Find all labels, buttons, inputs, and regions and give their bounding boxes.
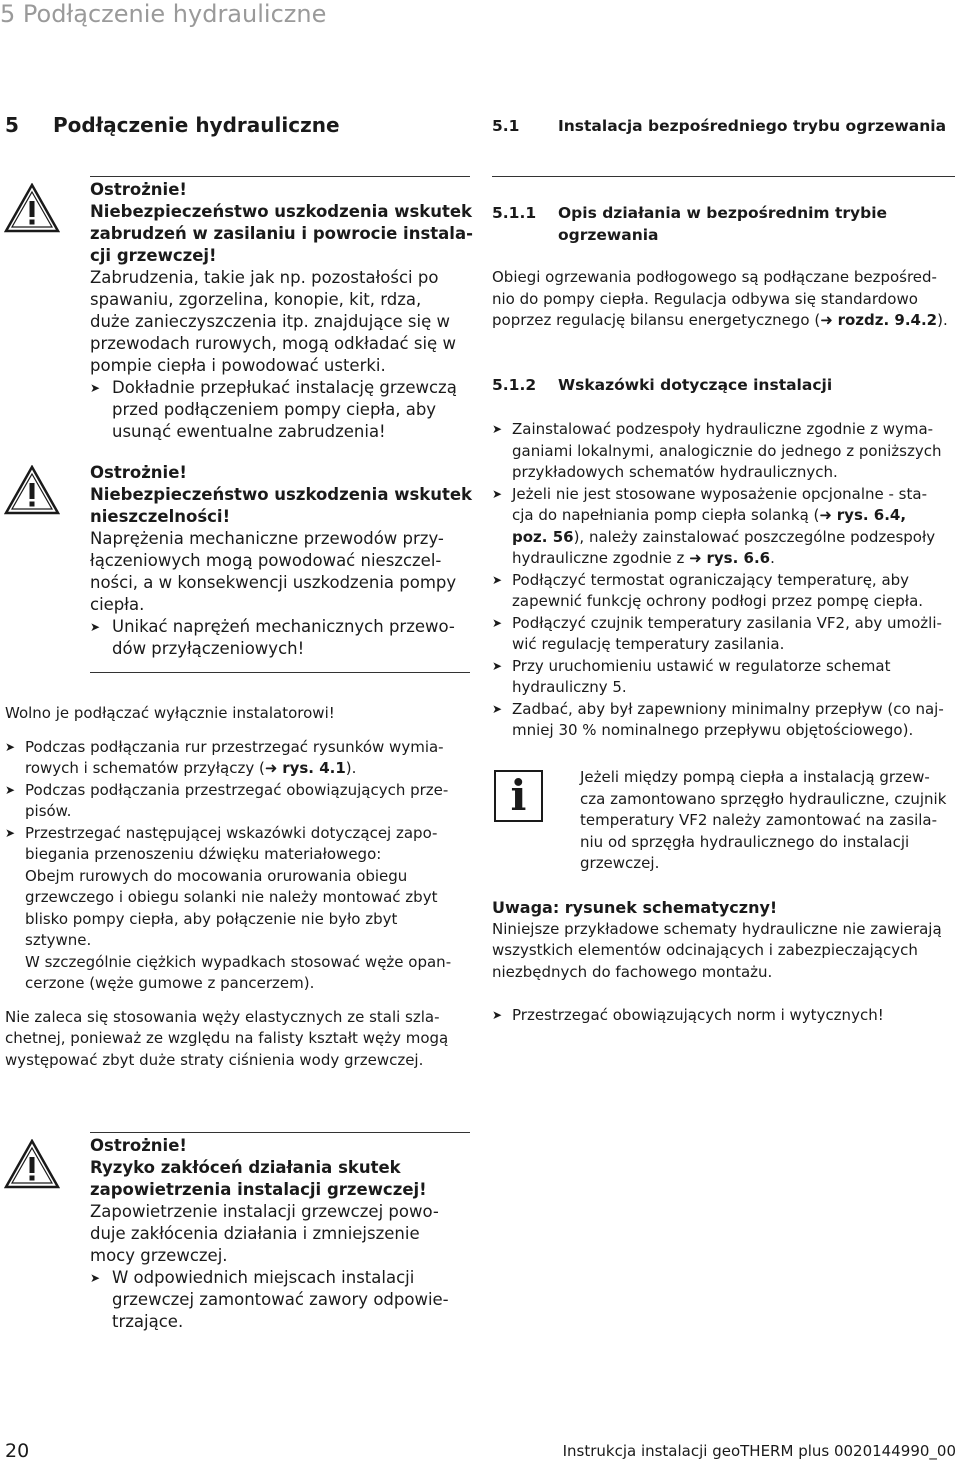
list-item-line: Obejm rurowych do mocowania orurowania obiegu	[25, 866, 408, 885]
list-item-line: ganiami lokalnymi, analogicznie do jednego z poniższych	[512, 441, 942, 460]
warning-title-line: nieszczelności!	[90, 507, 231, 526]
list-item	[492, 484, 955, 570]
list-item	[492, 419, 955, 484]
warning-bullet	[90, 616, 470, 660]
paragraph-line: nio do pompy ciepła. Regulacja odbywa się standardowo	[492, 289, 918, 308]
warning-body-line: Zabrudzenia, takie jak np. pozostałości po	[90, 268, 439, 287]
list-item-line: sztywne.	[25, 931, 92, 949]
list-item-line: pisów.	[25, 802, 72, 820]
warning-box-2	[90, 462, 473, 660]
section-number: 5.1.1	[492, 204, 537, 222]
bullet-arrow-icon: ➤	[492, 486, 503, 501]
list-item	[492, 613, 955, 656]
list-item-text: cja do napełniania pomp ciepła solanką (	[512, 506, 820, 524]
warning-body-line: duże zanieczyszczenia itp. znajdujące się w	[90, 312, 450, 331]
warning-triangle-icon	[4, 465, 60, 515]
list-item-line: blisko pompy ciepła, aby połączenie nie było zbyt	[25, 909, 398, 928]
warning-title-line: Ryzyko zakłóceń działania skutek	[90, 1158, 401, 1177]
paragraph-line: występować zbyt duże straty ciśnienia wody grzewczej.	[5, 1050, 424, 1069]
section-title: ogrzewania	[558, 226, 659, 244]
section-number: 5.1.2	[492, 376, 537, 394]
figure-reference: rys. 4.1	[282, 759, 346, 777]
list-item-line: Podczas podłączania rur przestrzegać rysunków wymia-	[25, 737, 444, 756]
paragraph-line: chetnej, ponieważ ze względu na falisty kształt węży mogą	[5, 1029, 449, 1047]
paragraph-line: wszystkich elementów odcinających i zabezpieczających	[492, 941, 918, 959]
bullet-arrow-icon: ➤	[492, 615, 503, 630]
list-item-line: wić regulację temperatury zasilania.	[512, 635, 785, 653]
warning-label: Ostrożnie!	[90, 180, 187, 199]
warning-box-1	[90, 179, 473, 443]
warning-bullet-line: usunąć ewentualne zabrudzenia!	[112, 422, 386, 441]
warning-box-2-bottom-rule	[90, 672, 470, 673]
list-item-line: Zadbać, aby był zapewniony minimalny przepływ (co naj-	[512, 699, 944, 718]
reference-arrow-icon: ➜	[264, 759, 278, 777]
warning-triangle-icon	[4, 183, 60, 233]
warning-box-1-top-rule	[90, 176, 470, 177]
list-item-text: hydrauliczne zgodnie z	[512, 549, 690, 567]
warning-body-line: Naprężenia mechaniczne przewodów przy-	[90, 529, 444, 548]
reference-arrow-icon: ➜	[819, 506, 832, 524]
list-item-line: Przy uruchomieniu ustawić w regulatorze schemat	[512, 656, 891, 675]
list-item	[492, 1005, 955, 1027]
warning-body-line: duje zakłócenia działania i zmniejszenie	[90, 1224, 420, 1243]
info-line: Jeżeli między pompą ciepła a instalacją grzew-	[580, 768, 930, 786]
bullet-arrow-icon: ➤	[5, 825, 16, 840]
warning-triangle-icon	[4, 1139, 60, 1189]
warning-body-line: przewodach rurowych, mogą odkładać się w	[90, 334, 456, 353]
list-item-line: Zainstalować podzespoły hydrauliczne zgodnie z wyma-	[512, 420, 934, 438]
list-item	[5, 737, 470, 780]
warning-box-3-top-rule	[90, 1132, 470, 1133]
list-item-line	[512, 527, 955, 549]
warning-title-line: Niebezpieczeństwo uszkodzenia wskutek	[90, 202, 473, 221]
installer-note: Wolno je podłączać wyłącznie instalatorowi!	[5, 704, 335, 722]
bullet-arrow-icon: ➤	[492, 572, 503, 587]
list-item-line: hydrauliczny 5.	[512, 678, 627, 696]
paragraph-line: Niniejsze przykładowe schematy hydrauliczne nie zawierają	[492, 919, 942, 938]
list-item-line: Podłączyć czujnik temperatury zasilania VF2, aby umożli-	[512, 613, 942, 632]
list-item	[492, 656, 955, 699]
bullet-arrow-icon: ➤	[492, 701, 503, 716]
reference-arrow-icon: ➜	[820, 311, 833, 329]
list-item-line: przykładowych schematów hydraulicznych.	[512, 463, 838, 481]
right-column-top-rule	[492, 176, 955, 177]
list-item-text: rowych i schematów przyłączy (	[25, 759, 265, 777]
section-5-1-1-body	[492, 267, 955, 332]
warning-bullet-line: Dokładnie przepłukać instalację grzewczą	[112, 378, 457, 397]
section-title: Instalacja bezpośredniego trybu ogrzewania	[558, 117, 947, 135]
warning-label: Ostrożnie!	[90, 463, 187, 482]
left-column-body	[5, 703, 470, 1071]
section-number: 5.1	[492, 117, 520, 135]
list-item	[5, 823, 470, 995]
warning-bullet-line: W odpowiednich miejscach instalacji	[112, 1268, 415, 1287]
warning-bullet-line: trzające.	[112, 1312, 184, 1331]
warning-bullet-line: Unikać naprężeń mechanicznych przewo-	[112, 617, 455, 636]
running-header: 5 Podłączenie hydrauliczne	[0, 0, 327, 28]
paragraph-text: ).	[937, 311, 948, 329]
bullet-arrow-icon: ➤	[492, 1008, 503, 1022]
paragraph-line: niezbędnych do fachowego montażu.	[492, 962, 773, 981]
list-item-line: biegania przenoszeniu dźwięku materiałowego:	[25, 845, 382, 863]
figure-reference: rys. 6.4,	[836, 506, 907, 524]
warning-label: Ostrożnie!	[90, 1136, 187, 1155]
section-5-1-heading	[492, 117, 946, 135]
warning-title-line: zapowietrzenia instalacji grzewczej!	[90, 1180, 427, 1199]
chapter-heading	[5, 113, 340, 137]
list-item-line: Podczas podłączania przestrzegać obowiązujących prze-	[25, 780, 449, 799]
warning-bullet-line: grzewczej zamontować zawory odpowie-	[112, 1290, 449, 1309]
info-line: niu od sprzęgła hydraulicznego do instalacji	[580, 832, 910, 851]
warning-body-line: pompie ciepła i powodować usterki.	[90, 356, 386, 375]
bullet-arrow-icon: ➤	[492, 422, 503, 436]
bullet-arrow-icon: ➤	[90, 381, 101, 395]
section-title: Opis działania w bezpośrednim trybie	[558, 204, 888, 222]
chapter-number: 5	[5, 113, 19, 137]
bullet-arrow-icon: ➤	[90, 1271, 101, 1285]
list-item-line	[512, 505, 955, 527]
list-item-text: ), należy zainstalować poszczególne podzespoły	[573, 527, 936, 546]
section-5-1-1-heading	[492, 202, 887, 246]
list-item-line: Podłączyć termostat ograniczający temperaturę, aby	[512, 570, 910, 589]
info-line: cza zamontowano sprzęgło hydrauliczne, czujnik	[580, 789, 947, 808]
info-box	[580, 767, 955, 875]
list-item-line: Przestrzegać obowiązujących norm i wytycznych!	[512, 1006, 884, 1024]
warning-box-3	[90, 1135, 470, 1333]
bullet-arrow-icon: ➤	[5, 782, 16, 797]
list-item	[492, 699, 955, 742]
warning-bullet	[90, 377, 470, 443]
chapter-title: Podłączenie hydrauliczne	[53, 113, 340, 137]
figure-reference: rys. 6.6	[706, 549, 771, 567]
list-item-line	[25, 758, 470, 780]
list-item	[5, 780, 470, 823]
section-5-1-2-heading	[492, 376, 832, 394]
paragraph-line: Nie zaleca się stosowania węży elastycznych ze stali szla-	[5, 1007, 440, 1026]
page-number: 20	[5, 1440, 30, 1462]
warning-bullet-line: przed podłączeniem pompy ciepła, aby	[112, 400, 437, 419]
bullet-arrow-icon: ➤	[90, 620, 101, 634]
warning-title-line: zabrudzeń w zasilaniu i powrocie instala-	[90, 224, 473, 243]
schematic-note	[492, 897, 955, 1027]
warning-body-line: mocy grzewczej.	[90, 1246, 228, 1265]
list-item-line: W szczególnie ciężkich wypadkach stosować węże opan-	[25, 952, 452, 971]
list-item-line: grzewczego i obiegu solanki nie należy montować zbyt	[25, 888, 438, 906]
list-item-text: .	[770, 549, 775, 567]
info-line: grzewczej.	[580, 854, 660, 872]
warning-body-line: Zapowietrzenie instalacji grzewczej powo-	[90, 1202, 439, 1221]
bullet-arrow-icon: ➤	[492, 658, 503, 673]
info-line: temperatury VF2 należy zamontować na zasila-	[580, 811, 938, 829]
list-item-line: zapewnić funkcję ochrony podłogi przez pompę ciepła.	[512, 592, 924, 610]
list-item-line	[512, 548, 955, 570]
chapter-reference: rozdz. 9.4.2	[837, 311, 938, 329]
section-5-1-2-list	[492, 419, 955, 742]
warning-title-line: Niebezpieczeństwo uszkodzenia wskutek	[90, 485, 473, 504]
list-item-line: cerzone (węże gumowe z pancerzem).	[25, 974, 315, 992]
list-item-line: Przestrzegać następującej wskazówki dotyczącej zapo-	[25, 823, 438, 842]
warning-body-line: spawaniu, zgorzelina, konopie, kit, rdza,	[90, 290, 422, 309]
reference-arrow-icon: ➜	[689, 549, 702, 567]
note-title: Uwaga: rysunek schematyczny!	[492, 898, 778, 917]
position-reference: poz. 56	[512, 527, 574, 546]
section-title: Wskazówki dotyczące instalacji	[558, 376, 833, 394]
document-title: Instrukcja instalacji geoTHERM plus 0020144990_00	[562, 1442, 956, 1460]
warning-bullet-line: dów przyłączeniowych!	[112, 639, 305, 658]
paragraph-line: Obiegi ogrzewania podłogowego są podłączane bezpośred-	[492, 268, 937, 286]
warning-body-line: ności, a w konsekwencji uszkodzenia pompy	[90, 573, 457, 592]
bullet-arrow-icon: ➤	[5, 739, 16, 754]
list-item-line: mniej 30 % nominalnego przepływu objętościowego).	[512, 721, 914, 739]
paragraph-text: poprzez regulację bilansu energetycznego (	[492, 311, 821, 329]
warning-body-line: łączeniowych mogą powodować nieszczel-	[90, 551, 442, 570]
warning-body-line: ciepła.	[90, 595, 145, 614]
list-item-line: Jeżeli nie jest stosowane wyposażenie opcjonalne - sta-	[512, 484, 927, 503]
warning-bullet	[90, 1267, 470, 1333]
paragraph-line	[492, 310, 955, 332]
list-item	[492, 570, 955, 613]
info-icon: i	[494, 770, 543, 822]
warning-title-line: cji grzewczej!	[90, 246, 217, 265]
list-item-text: ).	[345, 759, 357, 777]
